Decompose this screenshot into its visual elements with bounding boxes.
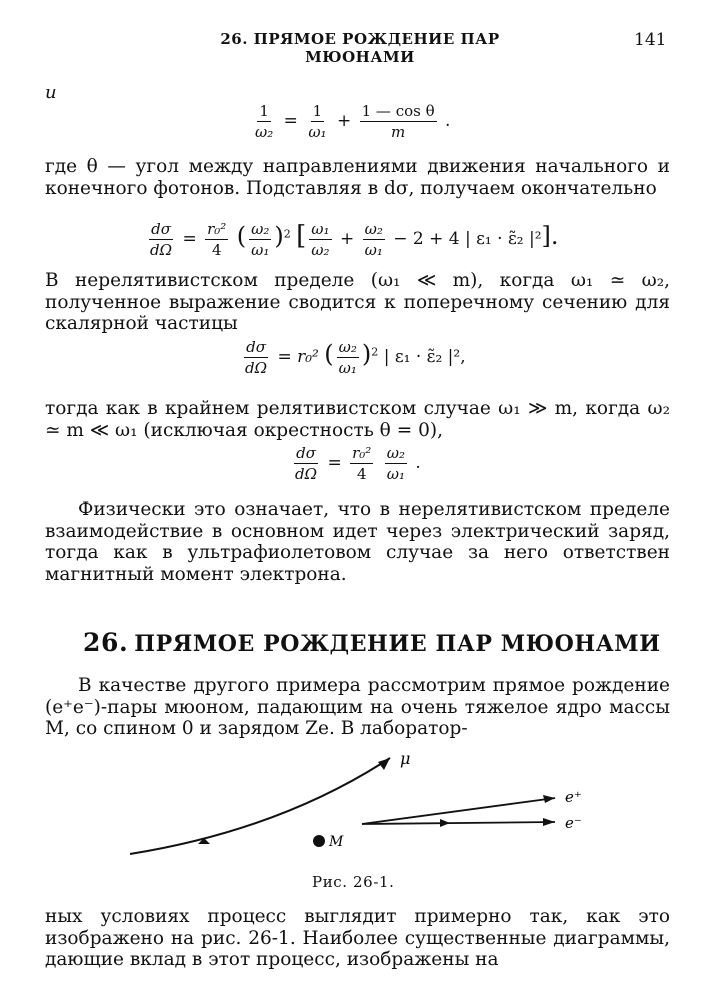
paragraph-2: В нерелятивистском пределе (ω₁ ≪ m), когда ω₁ ≃ ω₂, полученное выражение сводится к поперечному сечению для скалярной частицы (45, 270, 670, 334)
eq2-ratio: $\frac{\text{ω₂}}{\text{ω₁}}$ (251, 220, 270, 259)
eq2-lhs: $\frac{d\sigma}{d\Omega}$ (150, 220, 173, 259)
section-title: ПРЯМОЕ РОЖДЕНИЕ ПАР МЮОНАМИ (134, 631, 661, 657)
eq2-power: 2 (283, 227, 291, 241)
eq2-end: ]. (541, 222, 559, 250)
equation-1 (250, 102, 450, 141)
muon-track (130, 758, 390, 854)
muon-label: μ (400, 749, 411, 768)
eq3-r: r₀² (297, 347, 319, 367)
eq4-lhs: $\frac{d\sigma}{d\Omega}$ (295, 444, 318, 483)
eq1-term2: $\frac{\text{1 — cos θ}}{m}$ (361, 102, 435, 141)
paragraph-1: где θ — угол между направлениями движения начального и конечного фотонов. Подставляя в dσ, получаем окончательно (45, 156, 670, 199)
eq2-coef: $\frac{\text{r₀²}}{4}$ (207, 220, 227, 259)
positron-label: e⁺ (565, 788, 582, 806)
muon-arrowhead (378, 758, 390, 770)
electron-label: e⁻ (565, 814, 582, 832)
eq4-ratio: $\frac{\text{ω₂}}{\text{ω₁}}$ (386, 444, 405, 483)
section-heading (83, 628, 661, 657)
eq4-coef: $\frac{\text{r₀²}}{4}$ (352, 444, 372, 483)
eq2-rest: − 2 + 4 | ε₁ · ε̃₂ |² (393, 229, 542, 249)
electron-mid-arrow (440, 819, 450, 827)
page-number: 141 (634, 30, 667, 50)
eq1-end: . (445, 111, 451, 131)
eq2-b: $\frac{\text{ω₁}}{\text{ω₂}}$ (311, 220, 330, 259)
paragraph-4: Физически это означает, что в нерелятивистском пределе взаимодействие в основном идет через электрический заряд, тогда как в ультрафиолетовом случае за него ответствен магнитный момент электрона. (45, 499, 670, 585)
section-number: 26. (83, 628, 129, 657)
eq1-lhs: $\frac{1}{\text{ω₂}}$ (255, 102, 274, 141)
figure-26-1 (100, 740, 620, 870)
eq3-lhs: $\frac{d\sigma}{d\Omega}$ (245, 338, 268, 377)
electron-track (362, 822, 555, 824)
electron-arrowhead (543, 818, 555, 826)
eq1-term1: $\frac{1}{\text{ω₁}}$ (308, 102, 327, 141)
nucleus-dot (313, 835, 325, 847)
eq4-end: . (415, 453, 421, 473)
paragraph-6: ных условиях процесс выглядит примерно так, как это изображено на рис. 26-1. Наиболее существенные диаграммы, дающие вклад в этот процесс, изображены на (45, 906, 670, 970)
eq2-c2: $\frac{\text{ω₂}}{\text{ω₁}}$ (364, 220, 383, 259)
eq3-power: 2 (371, 345, 379, 359)
equation-4 (290, 444, 421, 483)
figure-caption: Рис. 26-1. (312, 873, 395, 891)
equation-3: $\frac{d\sigma}{d\Omega}$ = r₀² ( $\frac{\text{ω₂}}{\text{ω₁}}$ )$^2$ | ε₁ · ε̃₂ |², (245, 338, 466, 377)
eq1-equals: = (283, 111, 298, 131)
nucleus-label: M (329, 834, 344, 850)
eq1-plus: + (336, 111, 352, 131)
equation-2: $\frac{d\sigma}{d\Omega}$ = $\frac{\text{r₀²}}{4}$ ( $\frac{\text{ω₂}}{\text{ω₁}}$ )$^2$ [ $\frac{\text{ω₁}}{\text{ω₂}}$ + $\frac{\text{ω₂}}{\text{ω₁}}$ − 2 + 4 | ε₁ · ε̃₂ |²]. (150, 220, 559, 259)
eq3-rest: | ε₁ · ε̃₂ |², (383, 347, 466, 367)
conjunction: и (45, 82, 57, 103)
eq3-ratio: $\frac{\text{ω₂}}{\text{ω₁}}$ (338, 338, 357, 377)
running-header: 26. ПРЯМОЕ РОЖДЕНИЕ ПАР МЮОНАМИ (220, 30, 500, 66)
paragraph-3: тогда как в крайнем релятивистском случае ω₁ ≫ m, когда ω₂ ≃ m ≪ ω₁ (исключая окрестность θ = 0), (45, 398, 670, 441)
paragraph-5: В качестве другого примера рассмотрим прямое рождение (e⁺e⁻)-пары мюоном, падающим на очень тяжелое ядро массы M, со спином 0 и зарядом Ze. В лаборатор- (45, 675, 670, 739)
positron-track (362, 798, 555, 824)
eq4-equals: = (327, 453, 342, 473)
eq3-equals: = (277, 347, 292, 367)
eq2-plus: + (339, 229, 355, 249)
eq2-equals: = (182, 229, 197, 249)
